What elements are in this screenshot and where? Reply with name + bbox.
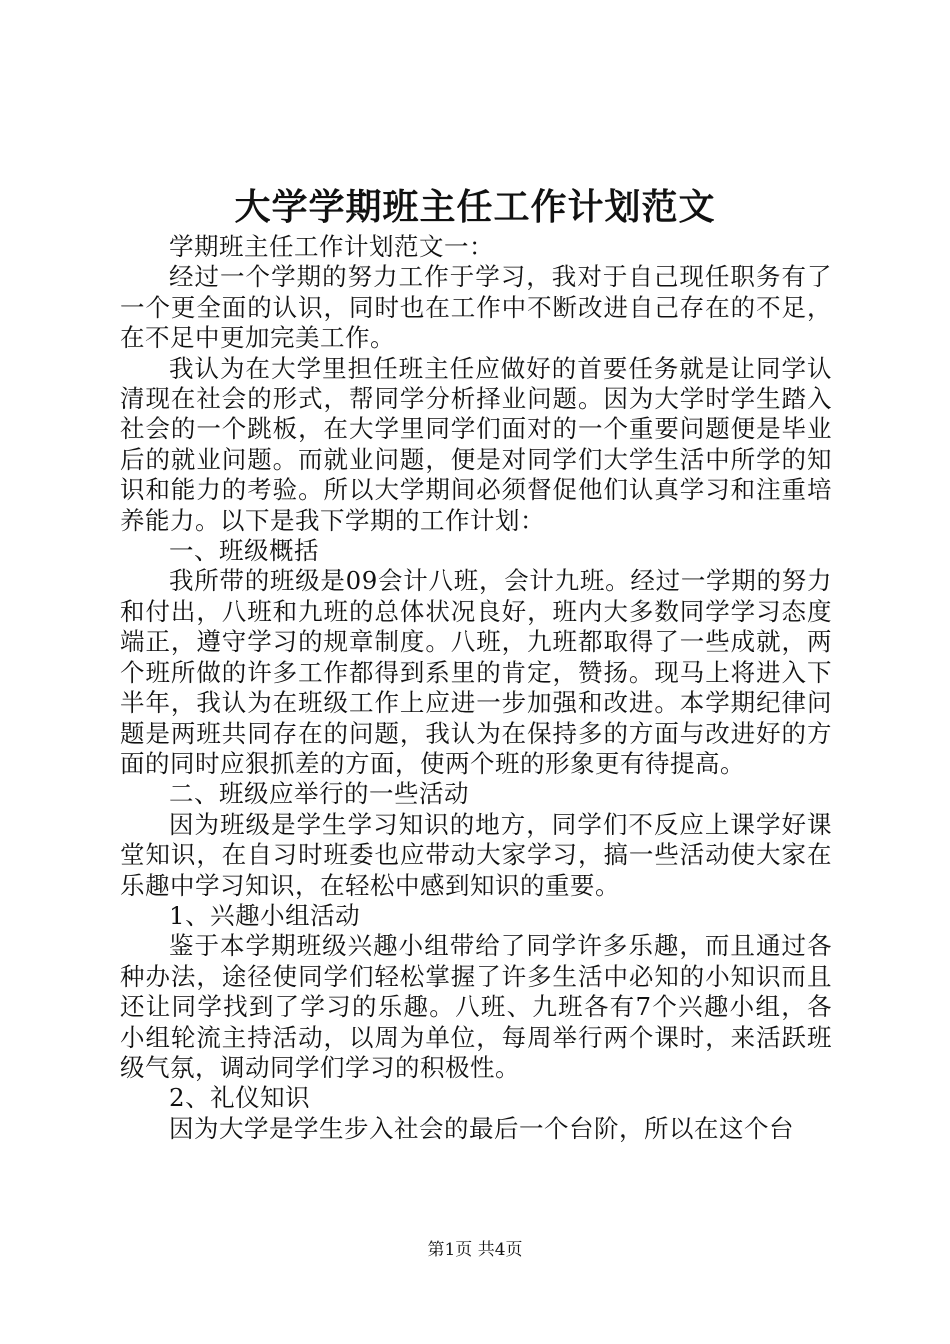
subsection-heading: 1、兴趣小组活动 [169, 900, 361, 930]
paragraph: 经过一个学期的努力工作于学习，我对于自己现任职务有了一个更全面的认识，同时也在工作中不断改进自己存在的不足，在不足中更加完美工作。 [120, 262, 832, 353]
section-heading: 二、班级应举行的一些活动 [169, 779, 469, 809]
paragraph: 我所带的班级是09会计八班，会计九班。经过一学期的努力和付出，八班和九班的总体状况良好，班内大多数同学学习态度端正，遵守学习的规章制度。八班，九班都取得了一些成就，两个班所做的许多工作都得到系里的肯定，赞扬。现马上将进入下半年，我认为在班级工作上应进一步加强和改进。本学期纪律问题是两班共同存在的问题，我认为在保持多的方面与改进好的方面的同时应狠抓差的方面，使两个班的形象更有待提高。 [120, 566, 832, 778]
paragraph: 因为班级是学生学习知识的地方，同学们不反应上课学好课堂知识，在自习时班委也应带动大家学习，搞一些活动使大家在乐趣中学习知识，在轻松中感到知识的重要。 [120, 809, 832, 900]
paragraph-intro: 学期班主任工作计划范文一： [169, 232, 494, 261]
document-title: 大学学期班主任工作计划范文 [234, 186, 716, 228]
paragraph: 我认为在大学里担任班主任应做好的首要任务就是让同学认清现在社会的形式，帮同学分析择业问题。因为大学时学生踏入社会的一个跳板，在大学里同学们面对的一个重要问题便是毕业后的就业问题。而就业问题，便是对同学们大学生活中所学的知识和能力的考验。所以大学期间必须督促他们认真学习和注重培养能力。以下是我下学期的工作计划： [120, 353, 832, 535]
document-body [120, 232, 832, 1144]
page-number-footer: 第1页 共4页 [427, 1240, 523, 1260]
section-heading: 一、班级概括 [169, 536, 319, 566]
subsection-heading: 2、礼仪知识 [169, 1083, 311, 1113]
paragraph: 因为大学是学生步入社会的最后一个台阶，所以在这个台 [169, 1113, 794, 1143]
paragraph: 鉴于本学期班级兴趣小组带给了同学许多乐趣，而且通过各种办法，途径使同学们轻松掌握了许多生活中必知的小知识而且还让同学找到了学习的乐趣。八班、九班各有7个兴趣小组，各小组轮流主持活动，以周为单位，每周举行两个课时，来活跃班级气氛，调动同学们学习的积极性。 [120, 931, 832, 1082]
